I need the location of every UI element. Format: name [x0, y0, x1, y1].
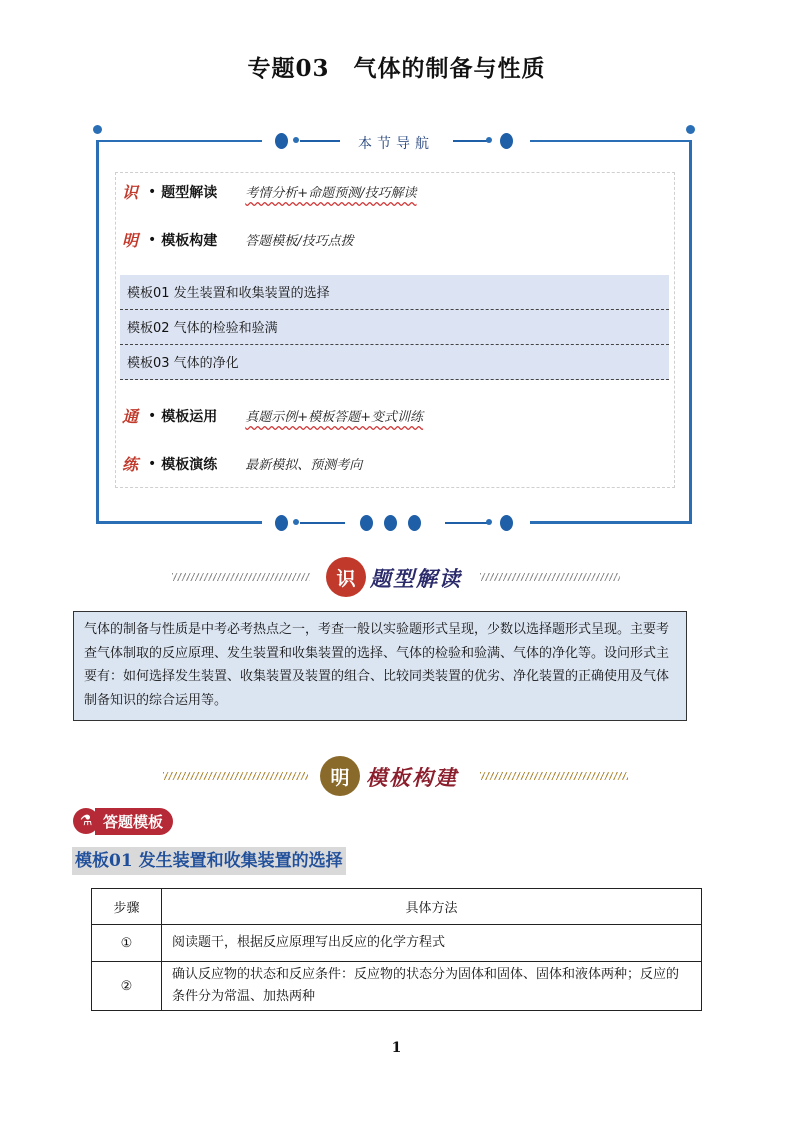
deco-dot-icon	[486, 519, 492, 525]
deco-dot-icon	[360, 515, 373, 531]
page-title: 专题03 气体的制备与性质	[247, 55, 546, 82]
section-name: 模板演练	[161, 456, 218, 473]
deco-dot-icon	[500, 133, 513, 149]
template-heading: 模板01 发生装置和收集装置的选择	[72, 847, 346, 875]
badge-label: 答题模板	[95, 808, 173, 835]
nav-title: 本节导航	[358, 136, 434, 152]
nav-section-4[interactable]: 练 • 模板演练 最新模拟、预测考向	[122, 452, 362, 475]
hatch-decoration	[163, 772, 308, 780]
step-method: 确认反应物的状态和反应条件：反应物的状态分为固体和固体、固体和液体两种；反应的条件分为常温、加热两种	[162, 962, 702, 1011]
seal-icon: 识	[326, 557, 366, 597]
deco-line	[300, 140, 340, 142]
deco-dot-icon	[384, 515, 397, 531]
section-seal: 练	[122, 455, 139, 474]
deco-dot-icon	[486, 137, 492, 143]
section-banner-interpretation	[0, 555, 793, 599]
flask-icon: ⚗	[73, 808, 99, 834]
corner-dot-icon	[93, 125, 102, 134]
intro-box: 气体的制备与性质是中考必考热点之一，考查一般以实验题形式呈现，少数以选择题形式呈现。主要考查气体制取的反应原理、发生装置和收集装置的选择、气体的检验和验满、气体的净化等。设问形式主要有：如何选择发生装置、收集装置及装置的组合、比较同类装置的优劣、净化装置的正确使用及气体制备知识的综合运用等。	[73, 611, 687, 721]
section-seal: 通	[122, 407, 139, 426]
template-item-3[interactable]: 模板03 气体的净化	[120, 345, 669, 380]
step-method: 阅读题干，根据反应原理写出反应的化学方程式	[162, 925, 702, 962]
deco-line	[300, 522, 345, 524]
section-name: 题型解读	[161, 184, 218, 201]
deco-dot-icon	[275, 515, 288, 531]
section-name: 模板构建	[161, 232, 218, 249]
section-name: 模板运用	[161, 408, 218, 425]
banner-title: 题型解读	[370, 566, 462, 591]
section-desc: 真题示例+模板答题+变式训练	[245, 410, 424, 425]
section-desc: 最新模拟、预测考向	[245, 458, 363, 473]
table-header-row	[92, 889, 702, 925]
template-list	[120, 275, 669, 380]
seal-icon: 明	[320, 756, 360, 796]
template-item-1[interactable]: 模板01 发生装置和收集装置的选择	[120, 275, 669, 310]
hatch-decoration	[480, 772, 628, 780]
step-number: ①	[92, 925, 162, 962]
step-number: ②	[92, 962, 162, 1011]
deco-dot-icon	[293, 519, 299, 525]
section-desc: 答题模板/技巧点拨	[245, 234, 354, 249]
deco-dot-icon	[293, 137, 299, 143]
steps-table	[91, 888, 702, 1011]
deco-dot-icon	[408, 515, 421, 531]
section-seal: 明	[122, 231, 139, 250]
nav-section-1[interactable]: 识 • 题型解读 考情分析+命题预测/技巧解读	[122, 180, 417, 203]
hatch-decoration	[172, 573, 310, 581]
column-header: 具体方法	[162, 889, 702, 925]
table-row	[92, 925, 702, 962]
section-desc: 考情分析+命题预测/技巧解读	[245, 186, 417, 201]
table-row	[92, 962, 702, 1011]
nav-section-2[interactable]: 明 • 模板构建 答题模板/技巧点拨	[122, 228, 354, 251]
section-banner-templates	[0, 754, 793, 798]
nav-section-3[interactable]: 通 • 模板运用 真题示例+模板答题+变式训练	[122, 404, 423, 427]
column-header: 步骤	[92, 889, 162, 925]
corner-dot-icon	[686, 125, 695, 134]
section-seal: 识	[122, 183, 139, 202]
template-item-2[interactable]: 模板02 气体的检验和验满	[120, 310, 669, 345]
answer-template-badge	[73, 806, 173, 836]
page-number: 1	[391, 1040, 402, 1056]
deco-line	[445, 522, 490, 524]
hatch-decoration	[480, 573, 620, 581]
banner-title: 模板构建	[366, 765, 458, 790]
deco-dot-icon	[275, 133, 288, 149]
deco-dot-icon	[500, 515, 513, 531]
